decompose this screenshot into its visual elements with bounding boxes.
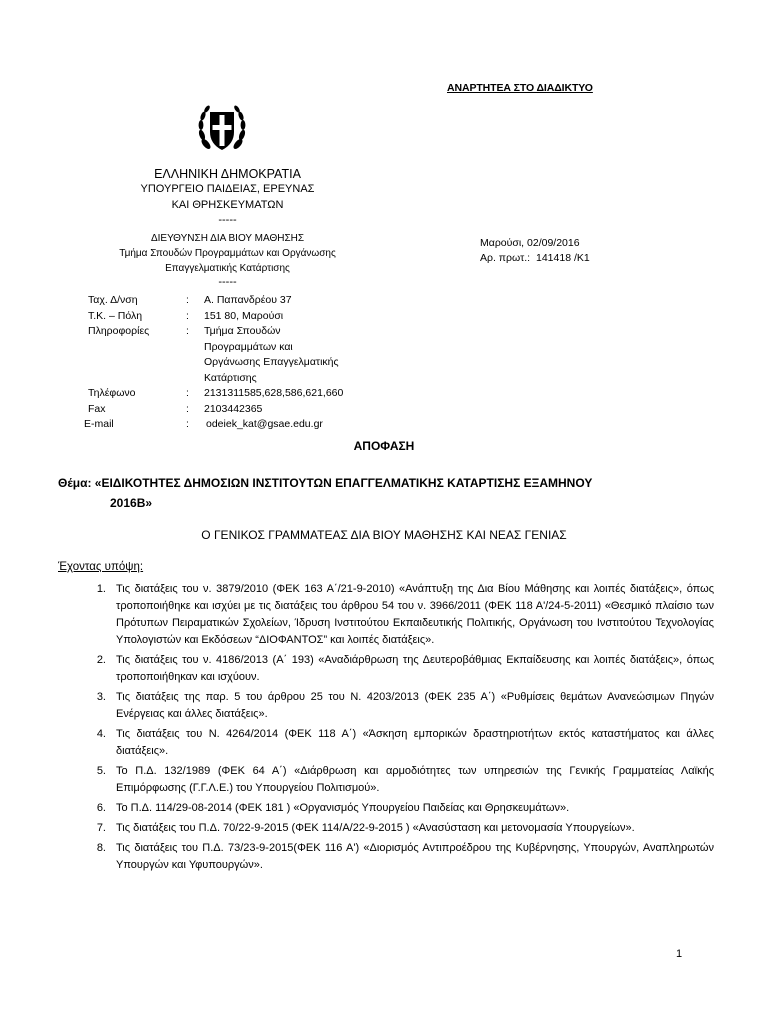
address-label: Ταχ. Δ/νση xyxy=(88,294,138,306)
colon: : xyxy=(186,294,189,306)
subject xyxy=(58,473,698,513)
info-value-line-4: Κατάρτισης xyxy=(204,371,257,384)
department-line-2: Επαγγελματικής Κατάρτισης xyxy=(165,263,290,274)
online-publication-notice: ΑΝΑΡΤΗΤΕΑ ΣΤΟ ΔΙΑΔΙΚΤΥΟ xyxy=(447,82,593,94)
email-value: odeiek_kat@gsae.edu.gr xyxy=(206,418,323,430)
subject-line-2: 2016Β» xyxy=(110,496,153,510)
list-item: 7. Τις διατάξεις του Π.Δ. 70/22-9-2015 (ΦΕΚ 114/Α/22-9-2015 ) «Ανασύσταση και μετονομασία Υπουργείων». xyxy=(96,822,635,834)
postal-label: Τ.Κ. – Πόλη xyxy=(88,309,143,322)
list-item: 6. Το Π.Δ. 114/29-08-2014 (ΦΕΚ 181 ) «Οργανισμός Υπουργείου Παιδείας και Θρησκευμάτων». xyxy=(96,802,570,814)
considering-heading: Έχοντας υπόψη: xyxy=(58,561,144,573)
ministry-line-2: ΚΑΙ ΘΡΗΣΚΕΥΜΑΤΩΝ xyxy=(171,199,284,211)
colon: : xyxy=(186,325,189,337)
greek-coat-of-arms-icon xyxy=(196,100,248,156)
separator: ----- xyxy=(218,276,237,288)
colon: : xyxy=(186,309,189,322)
fax-label: Fax xyxy=(88,402,106,415)
directorate: ΔΙΕΥΘΥΝΣΗ ΔΙΑ ΒΙΟΥ ΜΑΘΗΣΗΣ xyxy=(150,233,305,244)
colon: : xyxy=(186,402,189,415)
secretary-general-heading: Ο ΓΕΝΙΚΟΣ ΓΡΑΜΜΑΤΕΑΣ ΔΙΑ ΒΙΟΥ ΜΑΘΗΣΗΣ ΚΑΙ ΝΕΑΣ ΓΕΝΙΑΣ xyxy=(201,528,567,542)
republic-heading: ΕΛΛΗΝΙΚΗ ΔΗΜΟΚΡΑΤΙΑ xyxy=(154,167,301,181)
department-line-1: Τμήμα Σπουδών Προγραμμάτων και Οργάνωσης xyxy=(119,248,336,259)
colon: : xyxy=(186,418,189,430)
info-value-line-3: Οργάνωσης Επαγγελματικής xyxy=(204,356,339,368)
subject-line-1: Θέμα: «ΕΙΔΙΚΟΤΗΤΕΣ ΔΗΜΟΣΙΩΝ ΙΝΣΤΙΤΟΥΤΩΝ ΕΠΑΓΓΕΛΜΑΤΙΚΗΣ ΚΑΤΑΡΤΙΣΗΣ ΕΞΑΜΗΝΟΥ xyxy=(58,476,593,490)
list-item: 4. Τις διατάξεις του Ν. 4264/2014 (ΦΕΚ 118 Α΄) «Άσκηση εμπορικών δραστηριοτήτων εκτός καταστήματος και άλλες διατάξεις». xyxy=(96,728,714,757)
list-item: 1. Τις διατάξεις του ν. 3879/2010 (ΦΕΚ 163 Α΄/21-9-2010) «Ανάπτυξη της Δια Βίου Μάθησης και λοιπές διατάξεις», όπως τροποποιήθηκε και ισχύει με τις διατάξεις του άρθρου 54 του ν. 3966/2011 (ΦΕΚ 118 Α'/24-5-2011) «Θεσμικό πλαίσιο των Πρότυπων Πειραματικών Σχολείων, Ίδρυση Ινστιτούτου Εκπαιδευτικής Πολιτικής, Οργάνωση του Ινστιτούτου Τεχνολογίας Υπολογιστών και Εκδόσεων “ΔΙΟΦΑΝΤΟΣ” και λοιπές διατάξεις». xyxy=(96,583,714,646)
list-item: 3. Τις διατάξεις της παρ. 5 του άρθρου 25 του Ν. 4203/2013 (ΦΕΚ 235 Α΄) «Ρυθμίσεις θεμάτων Ανανεώσιμων Πηγών Ενέργειας και άλλες διατάξεις». xyxy=(96,691,714,720)
ministry-line-1: ΥΠΟΥΡΓΕΙΟ ΠΑΙΔΕΙΑΣ, ΕΡΕΥΝΑΣ xyxy=(140,183,315,195)
fax-value: 2103442365 xyxy=(204,402,263,415)
address-value: Α. Παπανδρέου 37 xyxy=(204,294,292,306)
separator: ----- xyxy=(218,214,237,226)
info-label: Πληροφορίες xyxy=(88,325,150,337)
postal-value: 151 80, Μαρούσι xyxy=(204,309,284,322)
place-date: Μαρούσι, 02/09/2016 xyxy=(480,237,580,249)
colon: : xyxy=(186,387,189,399)
email-label: E-mail xyxy=(84,418,114,430)
info-value-line-2: Προγραμμάτων και xyxy=(204,340,293,353)
list-item: 2. Τις διατάξεις του ν. 4186/2013 (Α΄ 193) «Αναδιάρθρωση της Δευτεροβάθμιας Εκπαίδευσης και λοιπές διατάξεις», όπως τροποποιήθηκαν και ισχύουν. xyxy=(96,654,714,683)
phone-value: 2131311585,628,586,621,660 xyxy=(204,387,344,399)
protocol-label: Αρ. πρωτ.: xyxy=(480,252,531,264)
clauses-list xyxy=(58,581,714,877)
phone-label: Τηλέφωνο xyxy=(88,387,136,399)
protocol-number: 141418 /Κ1 xyxy=(536,252,590,264)
info-value-line-1: Τμήμα Σπουδών xyxy=(204,325,281,337)
decision-title: ΑΠΟΦΑΣΗ xyxy=(353,439,415,453)
list-item: 8. Τις διατάξεις του Π.Δ. 73/23-9-2015(ΦΕΚ 116 Α') «Διορισμός Αντιπροέδρου της Κυβέρνησης, Υπουργών, Αναπληρωτών Υπουργών και Υφυπουργών». xyxy=(96,842,714,871)
page-number: 1 xyxy=(676,948,683,960)
document-info xyxy=(480,236,590,266)
contact-block xyxy=(84,293,386,433)
list-item: 5. Το Π.Δ. 132/1989 (ΦΕΚ 64 Α΄) «Διάρθρωση και αρμοδιότητες των υπηρεσιών της Γενικής Γραμματείας Λαϊκής Επιμόρφωσης (Γ.Γ.Λ.Ε.) του Υπουργείου Πολιτισμού». xyxy=(96,765,714,794)
